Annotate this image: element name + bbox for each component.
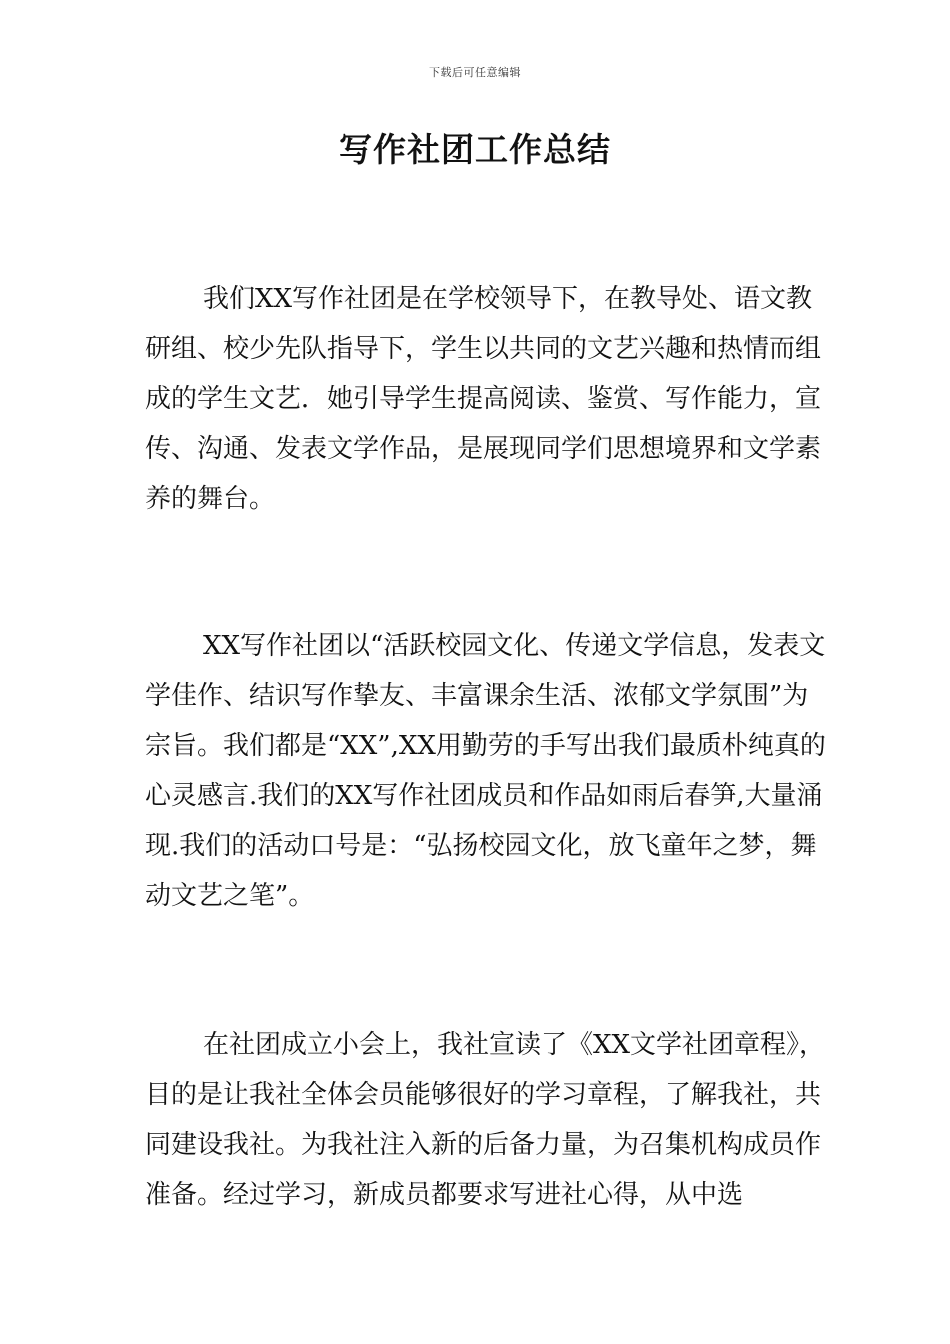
paragraph-1: 我们XX写作社团是在学校领导下，在教导处、语文教研组、校少先队指导下，学生以共同的文艺兴趣和热情而组成的学生文艺．她引导学生提高阅读、鉴赏、写作能力，宣传、沟通、发表文学作品，是展现同学们思想境界和文学素养的舞台。 [145,284,822,514]
header-note: 下载后可任意编辑 [429,66,521,79]
paragraph-3: 在社团成立小会上，我社宣读了《XX文学社团章程》，目的是让我社全体会员能够很好的学习章程，了解我社，共同建设我社。为我社注入新的后备力量，为召集机构成员作准备。经过学习，新成员都要求写进社心得，从中选 [145,1030,826,1210]
document-title: 写作社团工作总结 [339,130,611,169]
paragraph-2: XX写作社团以“活跃校园文化、传递文学信息，发表文学佳作、结识写作挚友、丰富课余生活、浓郁文学氛围”为宗旨。我们都是“XX”,XX用勤劳的手写出我们最质朴纯真的心灵感言.我们的XX写作社团成员和作品如雨后春笋,大量涌现.我们的活动口号是：“弘扬校园文化，放飞童年之梦，舞动文艺之笔”。 [145,631,826,911]
